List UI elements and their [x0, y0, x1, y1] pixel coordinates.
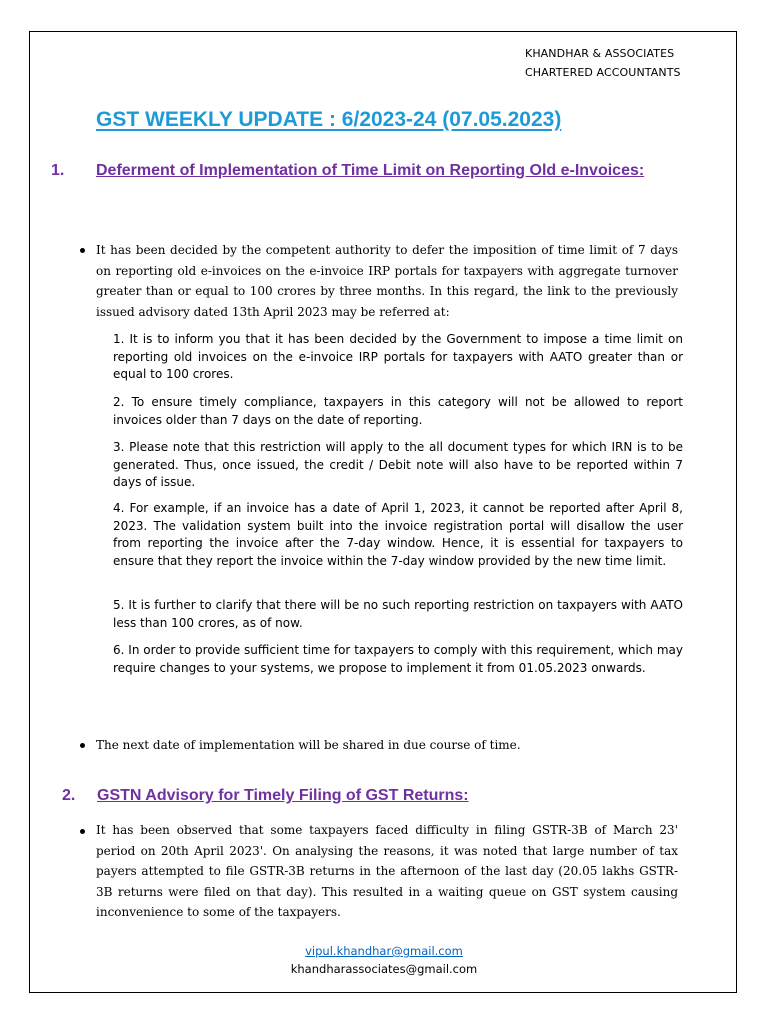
footer — [0, 942, 768, 978]
page-title: GST WEEKLY UPDATE : 6/2023-24 (07.05.2023) — [96, 108, 562, 131]
section-1-bullet-2: The next date of implementation will be shared in due course of time. — [96, 738, 521, 752]
section-2-bullet-1: It has been observed that some taxpayers faced difficulty in filing GSTR-3B of March 23' period on 20th April 2023'. On analysing the reasons, it was noted that large number of tax payers attempted to file GSTR-3B returns in the afternoon of the last day (20.05 lakhs GSTR-3B returns were filed on that day). This resulted in a waiting queue on GST system causing inconvenience to some of the taxpayers. — [96, 823, 678, 919]
footer-email: khandharassociates@gmail.com — [290, 962, 478, 976]
advisory-point-4: 4. For example, if an invoice has a date of April 1, 2023, it cannot be reported after April 8, 2023. The validation system built into the invoice registration portal will disallow the user from reporting the invoice after the 7-day window. Hence, it is essential for taxpayers to ensure that they report the invoice within the 7-day window provided by the new time limit. — [113, 501, 683, 568]
advisory-point-3: 3. Please note that this restriction will apply to the all document types for which IRN is to be generated. Thus, once issued, the credit / Debit note will also have to be reported within 7 days of issue. — [113, 440, 683, 489]
bullet-icon — [80, 829, 85, 834]
advisory-point-5: 5. It is further to clarify that there will be no such reporting restriction on taxpayers with AATO less than 100 crores, as of now. — [113, 598, 683, 630]
bullet-icon — [80, 743, 85, 748]
firm-header — [525, 44, 681, 82]
advisory-point-6: 6. In order to provide sufficient time for taxpayers to comply with this requirement, which may require changes to your systems, we propose to implement it from 01.05.2023 onwards. — [113, 643, 683, 675]
advisory-point-1: 1. It is to inform you that it has been decided by the Government to impose a time limit on reporting old invoices on the e-invoice IRP portals for taxpayers with AATO greater than or equal to 100 crores. — [113, 332, 683, 381]
firm-type: CHARTERED ACCOUNTANTS — [525, 66, 681, 79]
email-link[interactable]: vipul.khandhar@gmail.com — [305, 944, 463, 958]
firm-name: KHANDHAR & ASSOCIATES — [525, 47, 675, 60]
section-1-heading — [96, 158, 678, 184]
section-1-heading-text: Deferment of Implementation of Time Limit on Reporting Old e-Invoices: — [96, 162, 645, 179]
section-1-number: 1. — [51, 162, 65, 179]
advisory-point-2: 2. To ensure timely compliance, taxpayers in this category will not be allowed to report invoices older than 7 days on the date of reporting. — [113, 395, 683, 427]
bullet-icon — [80, 248, 85, 253]
section-2-number: 2. — [62, 787, 76, 804]
section-2-heading: GSTN Advisory for Timely Filing of GST Returns: — [97, 787, 469, 804]
section-1-bullet-1: It has been decided by the competent authority to defer the imposition of time limit of 7 days on reporting old e-invoices on the e-invoice IRP portals for taxpayers with aggregate turnover greater than or equal to 100 crores by three months. In this regard, the link to the previously issued advisory dated 13th April 2023 may be referred at: — [96, 243, 678, 319]
